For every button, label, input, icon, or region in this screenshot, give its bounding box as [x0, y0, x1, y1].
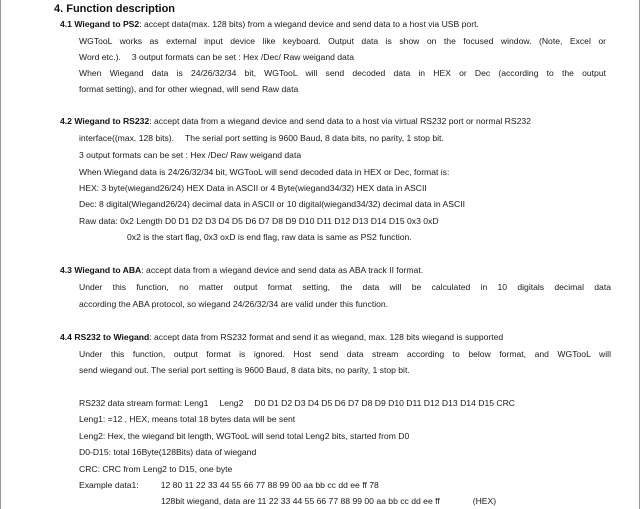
ps2-line-1: 4.1 Wiegand to PS2: accept data(max. 128 bits) from a wiegand device and send data to a host via USB port.	[60, 19, 479, 29]
rs232-line-4: When Wiegand data is 24/26/32/34 bit, WGTooL will send decoded data in HEX or Dec, format is:	[79, 167, 450, 177]
aba-line-3: according the ABA protocol, so wiegand 24/26/32/34 are valid under this function.	[79, 299, 389, 309]
rs232w-line-9: Example data1: 12 80 11 22 33 44 55 66 77 88 99 00 aa bb cc dd ee ff 78	[79, 480, 379, 490]
rs232w-line-5: Leng1: =12 , HEX, means total 18 bytes data will be sent	[79, 414, 296, 424]
ps2-title: 4.1 Wiegand to PS2	[60, 19, 140, 29]
rs232w-line-10: 128bit wiegand, data are 11 22 33 44 55 66 77 88 99 00 aa bb cc dd ee ff (HEX)	[161, 496, 497, 506]
aba-line-1: 4.3 Wiegand to ABA: accept data from a wiegand device and send data as ABA track II format.	[60, 265, 424, 275]
rs232w-line-6: Leng2: Hex, the wiegand bit length, WGTooL will send total Leng2 bits, started from D0	[79, 431, 410, 441]
rs232w-line-3: send wiegand out. The serial port setting is 9600 Baud, 8 data bits, no parity, 1 stop bit.	[79, 365, 410, 375]
ps2-line-2: WGTooL works as external input device like keyboard. Output data is show on the focused window. (Note, Excel or	[79, 36, 606, 46]
ps2-line-3: Word etc.). 3 output formats can be set : Hex /Dec/ Raw weigand data	[79, 52, 354, 62]
rs232w-title: 4.4 RS232 to Wiegand	[60, 332, 150, 342]
rs232-line-7: Raw data: 0x2 Length D0 D1 D2 D3 D4 D5 D6 D7 D8 D9 D10 D11 D12 D13 D14 D15 0x3 0xD	[79, 216, 439, 226]
rs232w-line-2: Under this function, output format is ignored. Host send data stream according to below format, and WGTooL will	[79, 349, 611, 359]
aba-line-2: Under this function, no matter output format setting, the data will be calculated in 10 digitals decimal data	[79, 282, 611, 292]
rs232-line-8: 0x2 is the start flag, 0x3 oxD is end flag, raw data is same as PS2 function.	[127, 232, 412, 242]
aba-title: 4.3 Wiegand to ABA	[60, 265, 142, 275]
section-heading: 4. Function description	[54, 3, 176, 15]
rs232w-line-1: 4.4 RS232 to Wiegand: accept data from RS232 format and send it as wiegand, max. 128 bits wiegand is supported	[60, 332, 504, 342]
rs232-line-3: 3 output formats can be set : Hex /Dec/ Raw weigand data	[79, 150, 302, 160]
rs232-line-2: interface((max. 128 bits). The serial port setting is 9600 Baud, 8 data bits, no parity, 1 stop bit.	[79, 133, 444, 143]
rs232-title: 4.2 Wiegand to RS232	[60, 116, 150, 126]
rs232-line-5: HEX: 3 byte(wiegand26/24) HEX Data in ASCII or 4 Byte(wiegand34/32) HEX data in ASCII	[79, 183, 427, 193]
rs232w-line-8: CRC: CRC from Leng2 to D15, one byte	[79, 464, 233, 474]
rs232-line-6: Dec: 8 digital(Wiegand26/24) decimal data in ASCII or 10 digital(wiegand34/32) decimal data in ASCII	[79, 199, 465, 209]
rs232-line-1: 4.2 Wiegand to RS232: accept data from a wiegand device and send data to a host via virtual RS232 port or normal RS232	[60, 116, 531, 126]
ps2-line-4: When Wiegand data is 24/26/32/34 bit, WGTooL will send decoded data in HEX or Dec (according to the output	[79, 68, 606, 78]
rs232w-line-7: D0-D15: total 16Byte(128Bits) data of wiegand	[79, 447, 257, 457]
rs232w-line-4: RS232 data stream format: Leng1 Leng2 D0 D1 D2 D3 D4 D5 D6 D7 D8 D9 D10 D11 D12 D13 D14 D15 CRC	[79, 398, 516, 408]
ps2-line-5: format setting), and for other wiegnad, will send Raw data	[79, 84, 299, 94]
